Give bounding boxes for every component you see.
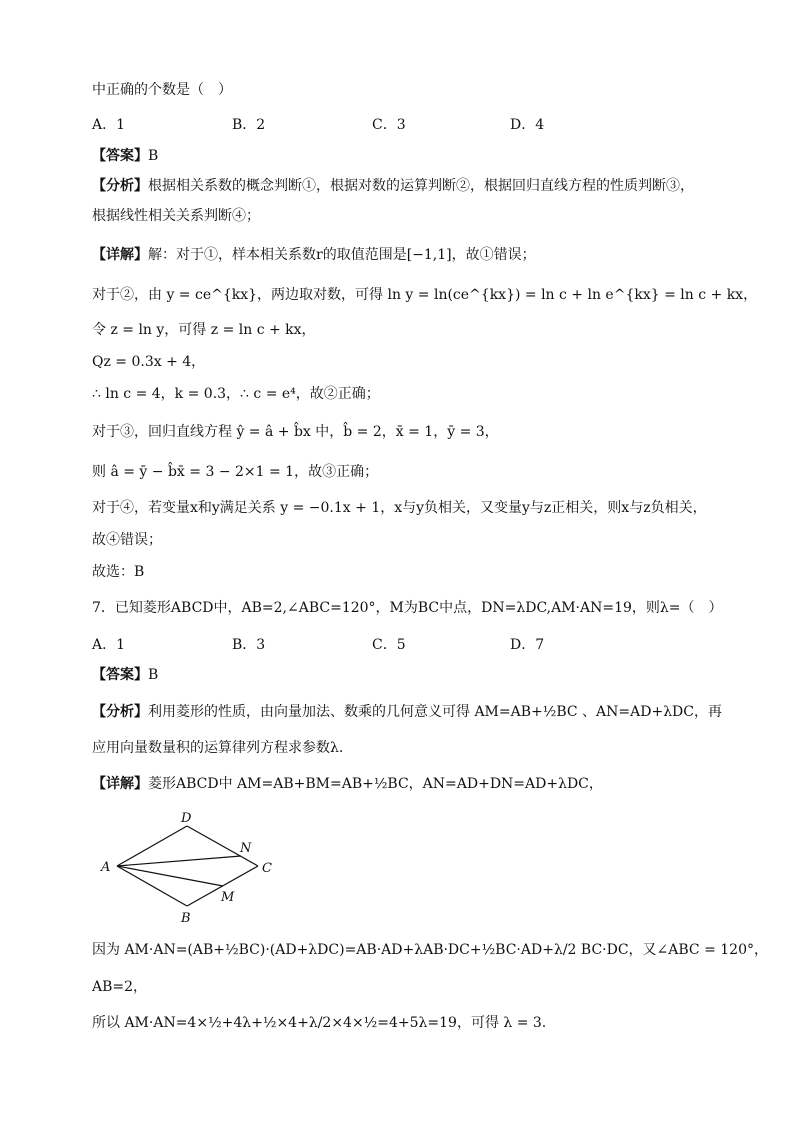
q7-option-b: B．3 [232,637,266,653]
vertex-label-d: D [181,811,192,826]
q7-answer [92,665,714,685]
q7-option-d: D．7 [510,637,545,653]
q7-option-a: A．1 [92,637,126,653]
point-label-n: N [240,841,252,856]
detail-text: 菱形ABCD中 AM=AB+BM=AB+½BC，AN=AD+DN=AD+λDC， [148,776,603,792]
q6-option-b: B．2 [232,117,266,133]
q7-stem: 7．已知菱形ABCD中，AB=2,∠ABC=120°，M为BC中点，DN=λDC,AM·AN=19，则λ=（ ） [92,600,723,616]
analysis-text: 利用菱形的性质，由向量加法、数乘的几何意义可得 AM=AB+½BC 、AN=AD+λDC，再 [148,704,722,720]
q7-detail-3: AB=2， [92,979,148,995]
q6-analysis-1 [92,176,714,196]
q7-analysis-2: 应用向量数量积的运算律列方程求参数λ. [92,740,344,756]
q6-detail-7: 则 â = ȳ − b̂x̄ = 3 − 2×1 = 1，故③正确； [92,464,379,480]
analysis-label: 【分析】 [92,704,148,720]
vertex-label-a: A [101,860,111,875]
answer-value: B [148,667,159,683]
q6-option-d: D．4 [510,117,545,133]
detail-label: 【详解】 [92,776,148,792]
q6-detail-3: 令 z = ln y，可得 z = ln c + kx， [92,322,316,338]
q7-analysis-1 [92,702,722,722]
q6-detail-1 [92,245,714,265]
vertex-label-b: B [181,911,191,926]
answer-value: B [148,148,159,164]
point-label-m: M [221,890,235,905]
q6-detail-9: 故④错误； [92,532,162,548]
q6-analysis-2: 根据线性相关关系判断④； [92,208,260,224]
analysis-text: 根据相关系数的概念判断①，根据对数的运算判断②，根据回归直线方程的性质判断③， [148,178,694,194]
q6-answer [92,146,714,166]
q7-detail-2: 因为 AM·AN=(AB+½BC)·(AD+λDC)=AB·AD+λAB·DC+½BC·AD+λ/2 BC·DC，又∠ABC = 120°， [92,942,768,958]
rhombus-figure [95,808,285,928]
segment-an [117,856,241,866]
q6-option-a: A．1 [92,117,126,133]
q7-detail-4: 所以 AM·AN=4×½+4λ+½×4+λ/2×4×½=4+5λ=19，可得 λ = 3. [92,1015,547,1031]
q6-detail-2: 对于②，由 y = ce^{kx}，两边取对数，可得 ln y = ln(ce^{kx}) = ln c + ln e^{kx} = ln c + kx， [92,287,758,303]
side-ad [117,826,187,866]
q6-detail-4: Qz = 0.3x + 4， [92,354,206,370]
detail-label: 【详解】 [92,247,148,263]
q6-stem-tail: 中正确的个数是（ ） [92,82,232,98]
detail-text: 解：对于①，样本相关系数r的取值范围是[−1,1]，故①错误； [148,247,536,263]
answer-label: 【答案】 [92,148,148,164]
q6-detail-5: ∴ ln c = 4，k = 0.3，∴ c = e⁴，故②正确； [92,386,380,402]
q6-option-c: C．3 [372,117,406,133]
q6-detail-8: 对于④，若变量x和y满足关系 y = −0.1x + 1，x与y负相关，又变量y与z正相关，则x与z负相关， [92,500,707,516]
answer-label: 【答案】 [92,667,148,683]
q7-option-c: C．5 [372,637,406,653]
q6-detail-6: 对于③，回归直线方程 ŷ = â + b̂x 中，b̂ = 2，x̄ = 1，ȳ = 3， [92,424,499,440]
segment-am [117,866,223,886]
analysis-label: 【分析】 [92,178,148,194]
q6-conclusion: 故选：B [92,564,145,580]
q7-detail-1 [92,774,714,794]
vertex-label-c: C [262,861,272,876]
